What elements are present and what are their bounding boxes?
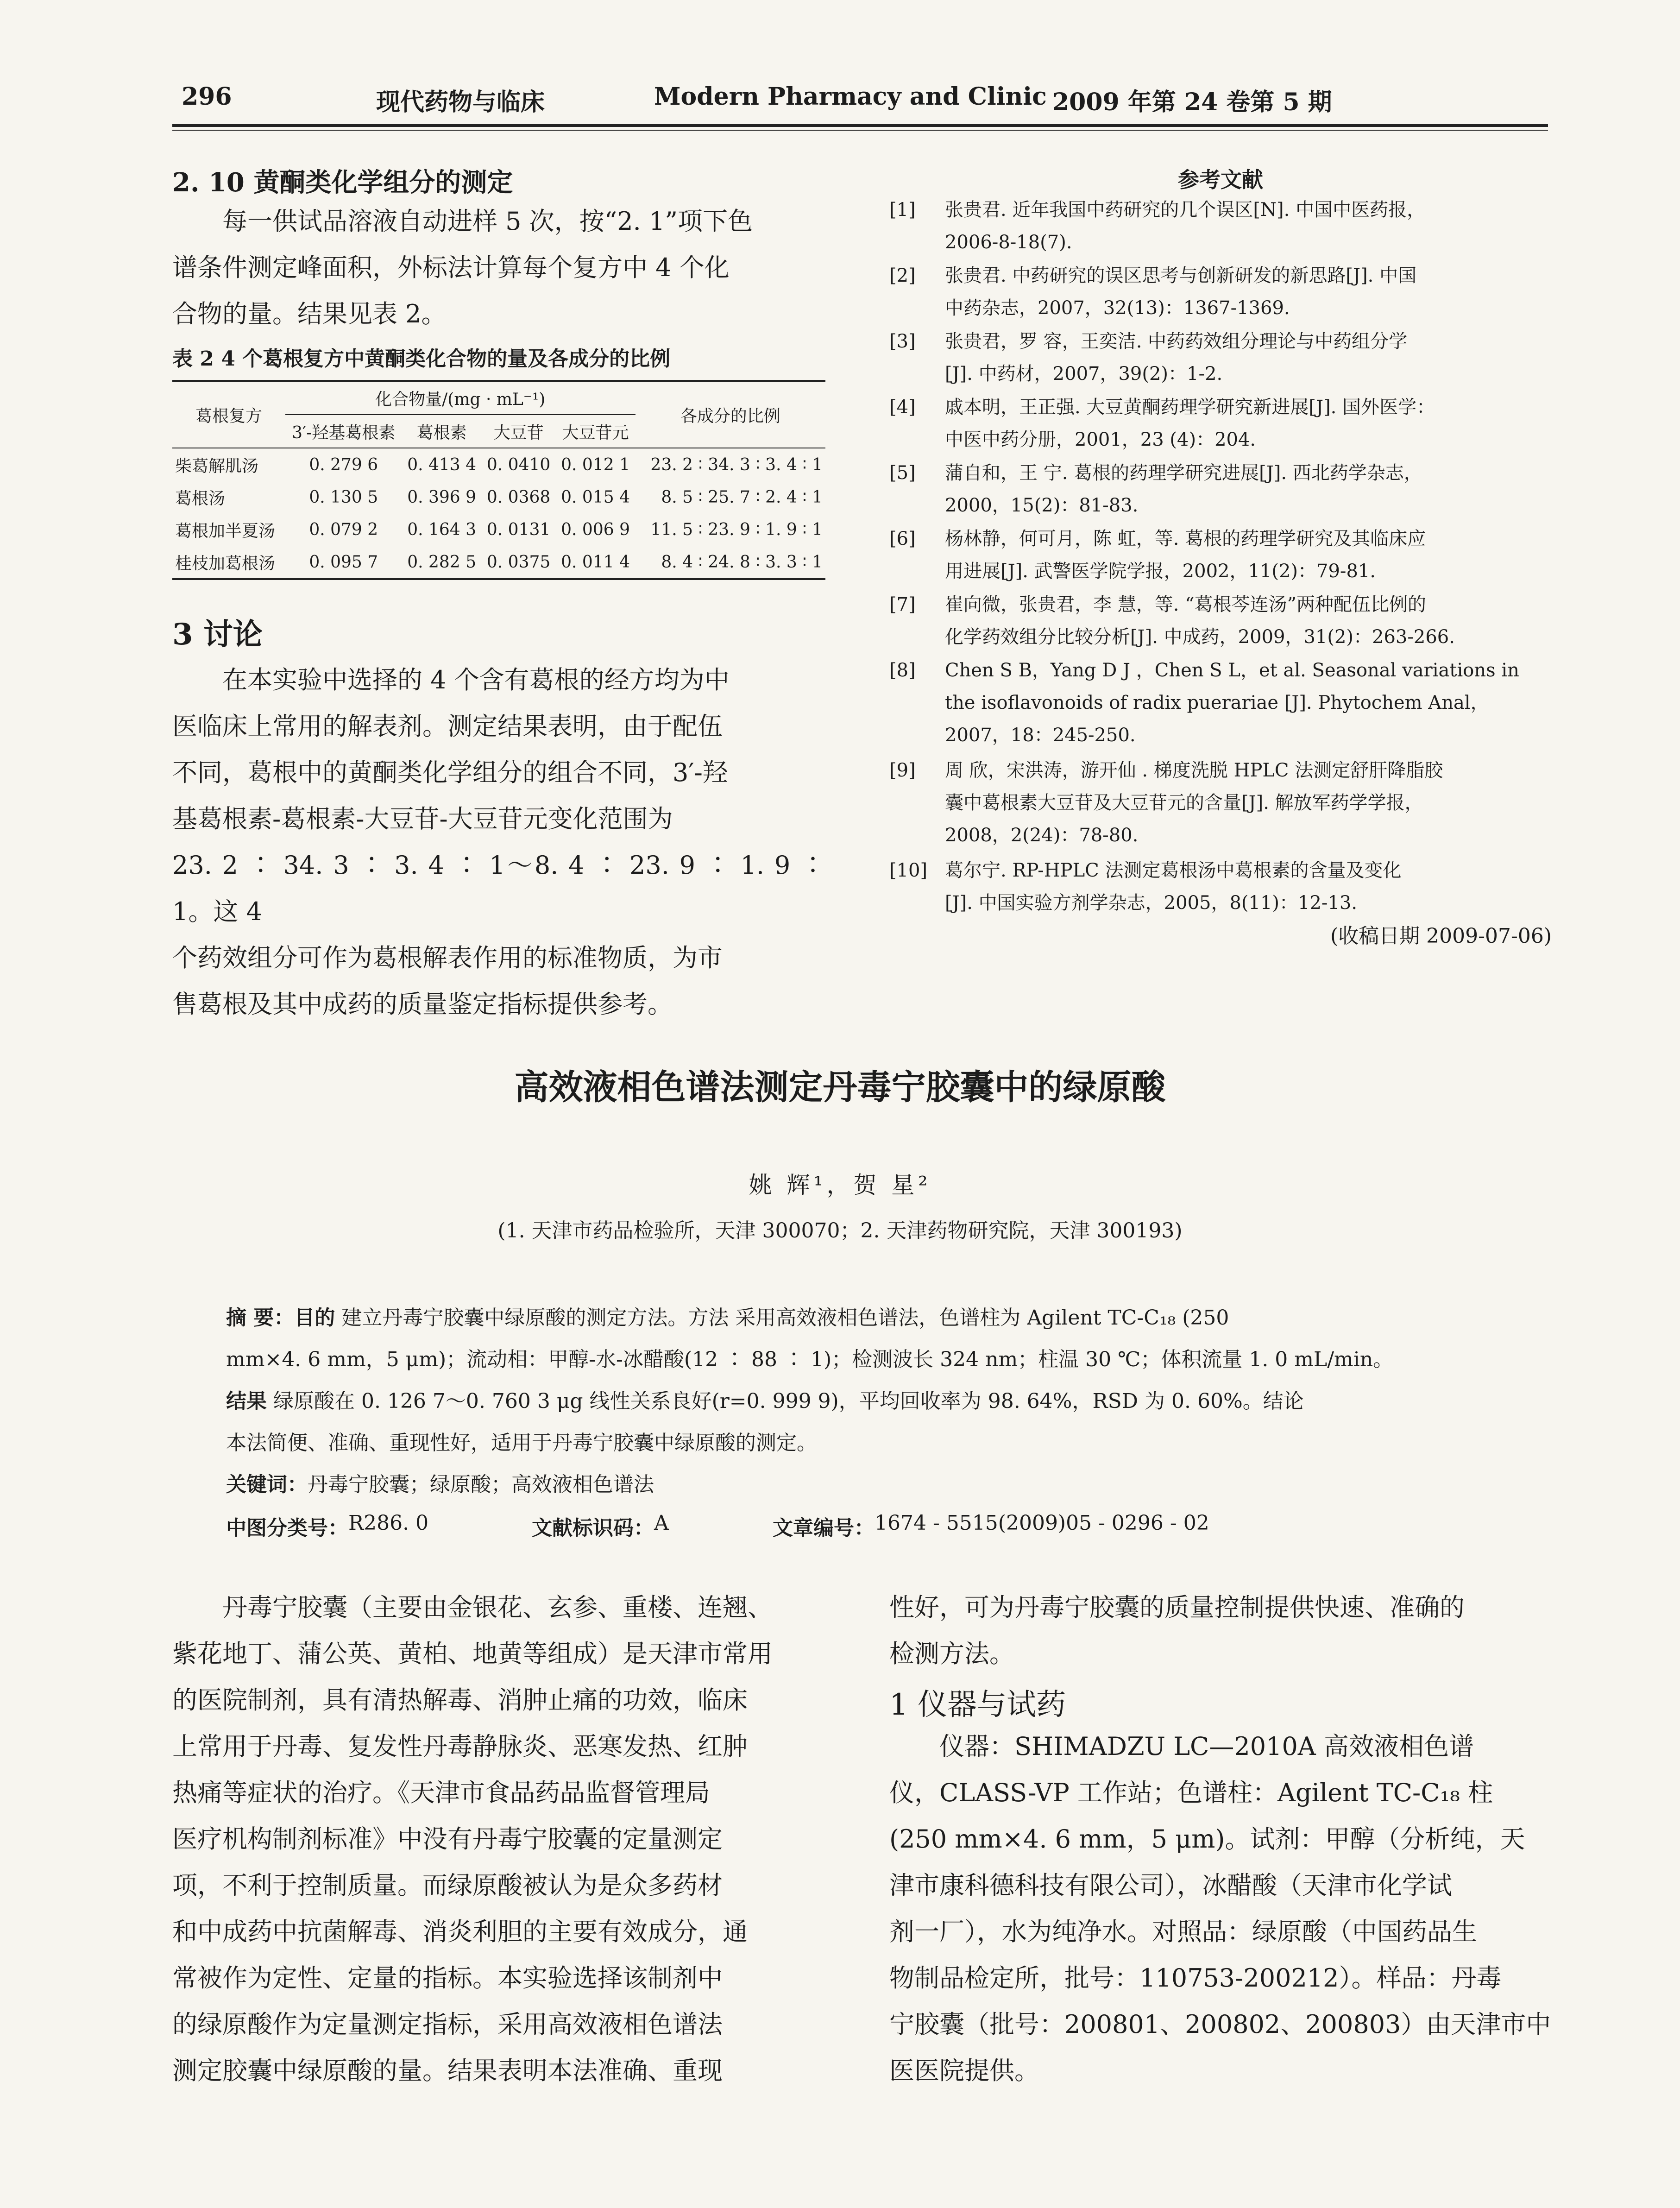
section-2-10-body — [172, 198, 825, 337]
header-rule-thin — [172, 130, 1548, 131]
text-line: 仪器：SHIMADZU LC—2010A 高效液相色谱 — [939, 1732, 1474, 1761]
text-line: (250 mm×4. 6 mm，5 μm)。试剂：甲醇（分析纯，天 — [889, 1824, 1525, 1854]
article-title: 高效液相色谱法测定丹毒宁胶囊中的绿原酸 — [514, 1067, 1166, 1107]
header-rule — [172, 124, 1548, 127]
section-1-body — [889, 1723, 1552, 2094]
text-line: 津市康科德科技有限公司），冰醋酸（天津市化学试 — [889, 1871, 1452, 1900]
journal-cn: 现代药物与临床 — [376, 88, 545, 116]
page-number: 296 — [182, 82, 232, 111]
table-row — [172, 546, 825, 578]
text-line: 售葛根及其中成药的质量鉴定指标提供参考。 — [172, 990, 673, 1019]
text-line: 常被作为定性、定量的指标。本实验选择该制剂中 — [172, 1963, 723, 1993]
text-line: 的绿原酸作为定量测定指标，采用高效液相色谱法 — [172, 2010, 723, 2039]
authors: 姚 辉¹，贺 星² — [749, 1172, 931, 1199]
cell: 0. 015 4 — [561, 487, 630, 507]
text-line: 23. 2 ∶ 34. 3 ∶ 3. 4 ∶ 1～8. 4 ∶ 23. 9 ∶ 1. 9 ∶ 1。这 4 — [172, 851, 825, 926]
cell-ratio: 11. 5 ∶ 23. 9 ∶ 1. 9 ∶ 1 — [650, 520, 823, 539]
reference-list — [889, 194, 1552, 972]
reference-item: [4] 戚本明，王正强. 大豆黄酮药理学研究新进展[J]. 国外医学： 中医中药分册，2001，23 (4)：204. — [889, 397, 1435, 450]
references-title: 参考文献 — [1178, 167, 1263, 192]
reference-item: [2] 张贵君. 中药研究的误区思考与创新研发的新思路[J]. 中国 中药杂志，2007，32(13)：1367-1369. — [889, 265, 1417, 319]
issue-info: 2009 年第 24 卷第 5 期 — [1052, 88, 1332, 116]
col-header: 3′-羟基葛根素 — [292, 423, 396, 442]
cell-ratio: 8. 4 ∶ 24. 8 ∶ 3. 3 ∶ 1 — [661, 552, 823, 572]
reference-item: [3] 张贵君，罗 容，王奕洁. 中药药效组分理论与中药组分学 [J]. 中药材，2007，39(2)：1-2. — [889, 331, 1408, 385]
cell: 0. 130 5 — [309, 487, 378, 507]
clc: 中图分类号： R286. 0 — [226, 1511, 429, 1540]
cell: 0. 0375 — [486, 552, 551, 572]
text-line: 医临床上常用的解表剂。测定结果表明，由于配伍 — [172, 712, 723, 741]
text-line: 紫花地丁、蒲公英、黄柏、地黄等组成）是天津市常用 — [172, 1639, 773, 1668]
text-line: 每一供试品溶液自动进样 5 次，按“2. 1”项下色 — [222, 207, 753, 236]
text-line: 上常用于丹毒、复发性丹毒静脉炎、恶寒发热、红肿 — [172, 1732, 748, 1761]
section-3-body — [172, 657, 825, 1028]
abstract-line: mm×4. 6 mm，5 μm)；流动相：甲醇-水-冰醋酸(12 ∶ 88 ∶ 1)；检测波长 324 nm；柱温 30 ℃；体积流量 1. 0 mL/min。 — [226, 1348, 1394, 1371]
cell-ratio: 23. 2 ∶ 34. 3 ∶ 3. 4 ∶ 1 — [650, 455, 823, 474]
cell: 0. 006 9 — [561, 520, 630, 539]
text-line: 仪，CLASS-VP 工作站；色谱柱：Agilent TC-C₁₈ 柱 — [889, 1778, 1493, 1807]
text-line: 测定胶囊中绿原酸的量。结果表明本法准确、重现 — [172, 2056, 723, 2085]
row-name: 柴葛解肌汤 — [175, 456, 259, 476]
running-header — [172, 78, 1548, 120]
col-header: 葛根素 — [416, 423, 467, 442]
col-header: 大豆苷 — [493, 423, 544, 442]
row-name: 葛根汤 — [175, 489, 226, 508]
intro-continued — [889, 1584, 1552, 1677]
table-row — [172, 481, 825, 513]
text-line: 不同，葛根中的黄酮类化学组分的组合不同，3′-羟 — [172, 758, 728, 787]
text-line: 丹毒宁胶囊（主要由金银花、玄参、重楼、连翘、 — [222, 1593, 773, 1622]
cell: 0. 0368 — [486, 487, 551, 507]
text-line: 的医院制剂，具有清热解毒、消肿止痛的功效，临床 — [172, 1685, 748, 1715]
text-line: 检测方法。 — [889, 1639, 1014, 1668]
text-line: 个药效组分可作为葛根解表作用的标准物质，为市 — [172, 943, 723, 972]
received-date: (收稿日期 2009-07-06) — [1330, 924, 1552, 948]
text-line: 宁胶囊（批号：200801、200802、200803）由天津市中 — [889, 2010, 1551, 2039]
col-header-formula: 葛根复方 — [195, 406, 262, 426]
cell: 0. 011 4 — [561, 552, 630, 572]
cell: 0. 0410 — [486, 455, 551, 474]
text-line: 医疗机构制剂标准》中没有丹毒宁胶囊的定量测定 — [172, 1824, 723, 1854]
cell-ratio: 8. 5 ∶ 25. 7 ∶ 2. 4 ∶ 1 — [661, 487, 823, 507]
doc-code: 文献标识码： A — [532, 1511, 669, 1540]
table-row — [172, 448, 825, 481]
abstract-line: 摘 要：目的 建立丹毒宁胶囊中绿原酸的测定方法。方法 采用高效液相色谱法，色谱柱为 Agilent TC-C₁₈ (250 — [226, 1306, 1229, 1330]
text-line: 基葛根素-葛根素-大豆苷-大豆苷元变化范围为 — [172, 804, 673, 833]
affiliation: (1. 天津市药品检验所，天津 300070；2. 天津药物研究院，天津 300193) — [497, 1219, 1183, 1243]
journal-en: Modern Pharmacy and Clinic — [654, 82, 1047, 111]
cell: 0. 279 6 — [309, 455, 378, 474]
reference-item: [5] 蒲自和，王 宁. 葛根的药理学研究进展[J]. 西北药学杂志， 2000，15(2)：81-83. — [889, 462, 1422, 516]
col-header: 大豆苷元 — [562, 423, 629, 442]
text-line: 剂一厂），水为纯净水。对照品：绿原酸（中国药品生 — [889, 1917, 1477, 1946]
abstract-line: 本法简便、准确、重现性好，适用于丹毒宁胶囊中绿原酸的测定。 — [226, 1431, 817, 1455]
reference-item: [9] 周 欣，宋洪涛，游开仙 . 梯度洗脱 HPLC 法测定舒肝降脂胶 囊中葛根素大豆苷及大豆苷元的含量[J]. 解放军药学学报， 2008，2(24)：78-80. — [889, 760, 1443, 846]
cell: 0. 413 4 — [407, 455, 477, 474]
text-line: 热痛等症状的治疗。《天津市食品药品监督管理局 — [172, 1778, 710, 1807]
text-line: 谱条件测定峰面积，外标法计算每个复方中 4 个化 — [172, 253, 730, 282]
text-line: 在本实验中选择的 4 个含有葛根的经方均为中 — [222, 665, 730, 694]
text-line: 合物的量。结果见表 2。 — [172, 299, 447, 328]
table-row — [172, 513, 825, 546]
table-caption: 表 2 4 个葛根复方中黄酮类化合物的量及各成分的比例 — [172, 347, 671, 371]
text-line: 物制品检定所，批号：110753-200212）。样品：丹毒 — [889, 1963, 1502, 1993]
abstract-line: 结果 绿原酸在 0. 126 7～0. 760 3 μg 线性关系良好(r=0. 999 9)，平均回收率为 98. 64%，RSD 为 0. 60%。结论 — [226, 1389, 1304, 1413]
col-header-ratio: 各成分的比例 — [680, 406, 780, 426]
reference-item: [7] 崔向微，张贵君，李 慧，等. “葛根芩连汤”两种配伍比例的 化学药效组分比较分析[J]. 中成药，2009，31(2)：263-266. — [889, 594, 1455, 648]
cell: 0. 0131 — [486, 520, 551, 539]
text-line: 和中成药中抗菌解毒、消炎利胆的主要有效成分，通 — [172, 1917, 748, 1946]
cell: 0. 282 5 — [407, 552, 477, 572]
cell: 0. 396 9 — [407, 487, 477, 507]
keywords-line: 关键词：丹毒宁胶囊；绿原酸；高效液相色谱法 — [226, 1473, 654, 1496]
row-name: 桂枝加葛根汤 — [175, 554, 276, 573]
reference-item: [6] 杨林静，何可月，陈 虹，等. 葛根的药理学研究及其临床应 用进展[J]. 武警医学院学报，2002，11(2)：79-81. — [889, 528, 1426, 582]
cell: 0. 079 2 — [309, 520, 378, 539]
section-3-heading: 3 讨论 — [172, 617, 263, 652]
table-2 — [172, 380, 825, 580]
reference-item: [10] 葛尔宁. RP-HPLC 法测定葛根汤中葛根素的含量及变化 [J]. 中国实验方剂学杂志，2005，8(11)：12-13. — [889, 860, 1402, 914]
col-group-header: 化合物量/(mg · mL⁻¹) — [285, 382, 636, 415]
abstract — [226, 1297, 1491, 1506]
reference-item: [8] Chen S B，Yang D J ，Chen S L，et al. Seasonal variations in the isoflavonoids of radix puerariae [J]. Phytochem Anal， 2007，18：245-250. — [889, 660, 1519, 746]
text-line: 性好，可为丹毒宁胶囊的质量控制提供快速、准确的 — [889, 1593, 1465, 1622]
article-number: 文章编号： 1674 - 5515(2009)05 - 0296 - 02 — [773, 1511, 1209, 1540]
text-line: 医医院提供。 — [889, 2056, 1039, 2085]
intro-body — [172, 1584, 825, 2094]
section-1-heading: 1 仪器与试药 — [889, 1688, 1066, 1722]
cell: 0. 095 7 — [309, 552, 378, 572]
row-name: 葛根加半夏汤 — [175, 521, 276, 541]
cell: 0. 164 3 — [407, 520, 477, 539]
reference-item: [1] 张贵君. 近年我国中药研究的几个误区[N]. 中国中医药报， 2006-8-18(7). — [889, 199, 1426, 253]
cell: 0. 012 1 — [561, 455, 630, 474]
text-line: 项，不利于控制质量。而绿原酸被认为是众多药材 — [172, 1871, 723, 1900]
section-2-10-heading: 2. 10 黄酮类化学组分的测定 — [172, 167, 513, 198]
data-table — [172, 382, 825, 578]
